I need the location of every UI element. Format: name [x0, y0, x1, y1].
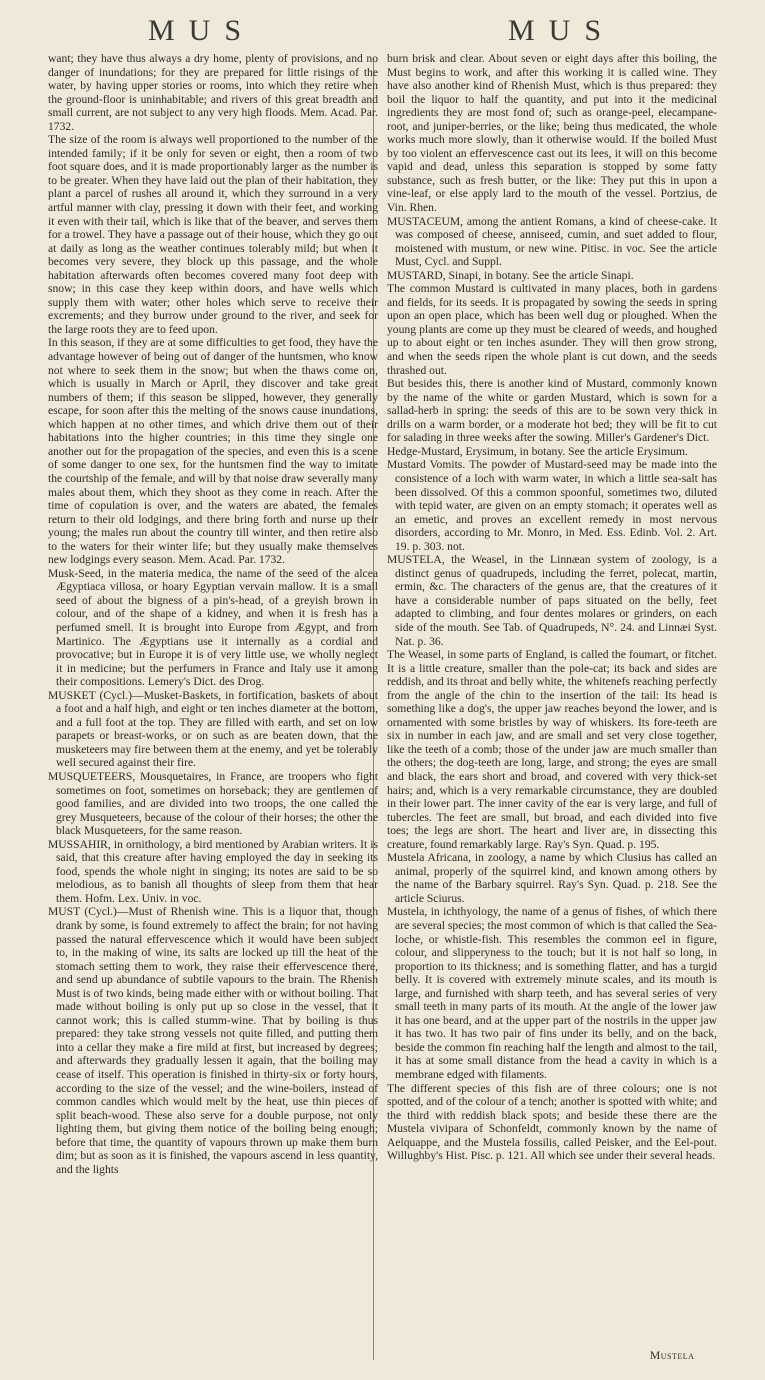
paragraph: But besides this, there is another kind of Mustard, commonly known by the name of the white or garden Mustard, which is sown for a sallad-herb in spring: the seeds of this are to be sown very thick in drills on a warm border, or a moderate hot bed; they will be fit to cut for salading in three weeks after the sowing. Miller's Gardener's Dict. — [387, 377, 717, 445]
left-column — [48, 52, 378, 1176]
entry-mustaceum: MUSTACEUM, among the antient Romans, a kind of cheese-cake. It was composed of cheese, anniseed, cumin, and suet added to flour, moistened with mustum, or new wine. Pitisc. in voc. See the article Must, Cycl. and Suppl. — [387, 214, 717, 269]
entry-must: MUST (Cycl.)—Must of Rhenish wine. This is a liquor that, though drank by some, is found extremely to affect the brain; for not having passed the natural effervescence which it would have been subject to, in the making of wine, its salts are locked up till the heat of the stomach setting them to work, they raise their effervescence there, and send up abundance of subtile vapours to the brain. The Rhenish Must is of two kinds, being made either with or without boiling. That made without boiling is only put up so close in the vessel, that it cannot work; this is called stumm-wine. That by boiling is thus prepared: they take strong vessels not quite filled, and putting them into a cellar they make a fire mild at first, but increased by degrees; and afterwards they gradually lessen it again, that the boiling may cease of itself. This operation is finished in thirty-six or forty hours, according to the size of the vessel; and the wine-boilers, instead of common candles which would melt by the heat, use thin pieces of split beach-wood. These also serve for a double purpose, not only lighting them, but giving them notice of the boiling being enough; before that time, the quantity of vapours thrown up make them burn dim; but as soon as it is finished, the vapours ascend in less quantity, and the lights — [48, 905, 378, 1176]
paragraph: The different species of this fish are of three colours; one is not spotted, and of the colour of a tench; another is spotted with white; and the third with reddish black spots; and beside these there are the Mustela vivipara of Schonfeldt, commonly known by the name of Aelquappe, and the Mustela fossilis, called Peisker, and the Eel-pout. Willughby's Hist. Pisc. p. 121. All which see under their several heads. — [387, 1081, 717, 1163]
entry-musk-seed: Musk-Seed, in the materia medica, the name of the seed of the alcea Ægyptiaca villosa, or hoary Egyptian vervain mallow. It is a small seed of about the bigness of a pin's-head, of a greyish brown in colour, and of the shape of a kidney, and when it is fresh has a perfumed smell. It is brought into Europe from Ægypt, and from Martinico. The Ægyptians use it internally as a cordial and provocative; but in Europe it is of very little use, we wholly neglect it in medicine; but the perfumers in France and Italy use it among their compositions. Lemery's Dict. des Drog. — [48, 566, 378, 689]
running-head — [0, 14, 765, 50]
right-column — [387, 52, 717, 1163]
entry-mustela-weasel: MUSTELA, the Weasel, in the Linnæan system of zoology, is a distinct genus of quadrupeds, including the ferret, polecat, martin, ermin, &c. The characters of the genus are, that the creatures of it have a considerable number of paps situated on the belly, feet adapted to climbing, and four dentes molares or grinders, on each side of the mouth. See Tab. of Quadrupeds, N°. 24. and Linnæi Syst. Nat. p. 36. — [387, 553, 717, 648]
entry-mustela-africana: Mustela Africana, in zoology, a name by which Clusius has called an animal, properly of the squirrel kind, and known among others by the name of the Barbary squirrel. Ray's Syn. Quad. p. 218. See the article Sciurus. — [387, 851, 717, 905]
entry-hedge-mustard: Hedge-Mustard, Erysimum, in botany. See the article Erysimum. — [387, 444, 688, 458]
entry-musqueteers: MUSQUETEERS, Mousquetaires, in France, are troopers who fight sometimes on foot, sometimes on horseback; they are gentlemen of good families, and are divided into two troops, the one called the grey Musqueteers, because of the colour of their horses; the other the black Musqueteers, for the same reason. — [48, 769, 378, 838]
entry-mustard-vomits: Mustard Vomits. The powder of Mustard-seed may be made into the consistence of a loch with warm water, in which a little sea-salt has been dissolved. Of this a common spoonful, sometimes two, diluted with tepid water, are given on an empty stomach; it operates well as an emetic, and proves an excellent remedy in most nervous disorders, according to Mr. Monro, in Med. Ess. Edinb. Vol. 2. Art. 19. p. 303. not. — [387, 458, 717, 553]
catchword: Mustela — [650, 1350, 695, 1362]
paragraph: The size of the room is always well proportioned to the number of the intended family; if it be only for seven or eight, then a room of two foot square does, and it is made proportionably larger as the number is to be greater. When they have laid out the plan of their habitation, they plant a parcel of rushes all around it, which they surround in a very artful manner with clay, pressing it down with their feet, and working it even with their tail, which is like that of the beaver, and serves them for a trowel. They have a passage out of their house, which they go out at daily as long as the weather continues tolerably mild; but when it becomes very severe, they block up this passage, and the whole habitation afterwards often becomes covered many foot deep with snow; in this case they keep within doors, and have wells which supply them with water; other holes which serve to receive their excrements; and they burrow under ground to the river, and seek for the large roots they are to feed upon. — [48, 133, 378, 336]
paragraph: The common Mustard is cultivated in many places, both in gardens and fields, for its seeds. It is propagated by sowing the seeds in spring upon an open place, which has been well dug or ploughed. When the young plants are come up they must be cleared of weeds, and houghed up to about eight or ten inches asunder. They will then grow strong, and when the seeds ripen the whole plant is cut down, and the seeds thrashed out. — [387, 282, 717, 377]
header-right: MUS — [508, 14, 616, 47]
entry-musket: MUSKET (Cycl.)—Musket-Baskets, in fortification, baskets of about a foot and a half high, and eight or ten inches diameter at the bottom, and a full foot at the top. They are filled with earth, and set on low parapets or breast-works, or on such as are beaten down, that the musketeers may fire between them at the enemy, and yet be tolerably well secured against their fire. — [48, 688, 378, 770]
paragraph: In this season, if they are at some difficulties to get food, they have the advantage however of being out of danger of the huntsmen, who know not where to seek them in the snow; but when the thaws come on, which is usually in March or April, they discover and take great numbers of them; if this season be slipped, however, they generally escape, for soon after this the melting of the snows cause inundations, which happen at no other times, and which drive them out of their habitations into the higher countries; in this time they single one another out for the propagation of the species, and even this is a scene of some danger to one sex, for the huntsmen find the way to imitate the courtship of the female, and will by that noise draw severally many males about them, which they shoot as they come in reach. After the time of copulation is over, and the waters are abated, the females return to their old lodgings, and there bring forth and nurse up their young; the males run about the country till winter, and then retire also to the waters for their winter life; but they usually make themselves new lodgings every season. Mem. Acad. Par. 1732. — [48, 336, 378, 567]
paragraph: want; they have thus always a dry home, plenty of provisions, and no danger of inundations; for they are prepared for little risings of the water, by having upper stories or rooms, into which they retire when the ground-floor is uninhabitable; and rivers of this great breadth and small current, are not subject to any very high floods. Mem. Acad. Par. 1732. — [48, 52, 378, 133]
paragraph: The Weasel, in some parts of England, is called the foumart, or fitchet. It is a little creature, smaller than the pole-cat; its back and sides are reddish, and its throat and belly white, the whitenefs reaching perfectly from the angle of the chin to the insertion of the tail: Its head is something like a dog's, the upper jaw reaches beyond the lower, and is ornamented with some bristles by way of whiskers. Its fore-teeth are six in number in each jaw, and are small and set very close together, like the teeth of a comb; those of the under jaw are much smaller than the others; the dog-teeth are long, large, and strong; the eyes are small and black, the ears short and broad, and covered with very thick-set hairs; and, which is a very remarkable circumstance, they are doubled in their lower part. The inner cavity of the ear is very large, and full of tubercles. The feet are small, but broad, and each divided into five toes; the legs are short. The heart and liver are, in dissecting this creature, found remarkably large. Ray's Syn. Quad. p. 195. — [387, 648, 717, 851]
entry-mustard: MUSTARD, Sinapi, in botany. See the article Sinapi. — [387, 268, 634, 282]
entry-mussahir: MUSSAHIR, in ornithology, a bird mentioned by Arabian writers. It is said, that this creature after having employed the day in seeking its food, spends the whole night in singing; its notes are said to be so melodious, as to banish all thoughts of sleep from them that hear them. Hofm. Lex. Univ. in voc. — [48, 837, 378, 905]
paragraph: burn brisk and clear. About seven or eight days after this boiling, the Must begins to work, and after this working it is called wine. They have also another kind of Rhenish Must, which is thus prepared: they boil the liquor to half the quantity, and put into it the medicinal ingredients they are most fond of; such as orange-peel, elecampane-root, and juniper-berries, or the like; being thus medicated, the whole works much more slowly, than it otherwise would. If the boiled Must by too violent an effervescence cast out its lees, it will on this become vapid and dead, unless this separation is stopped by some fatty substance, such as fresh butter, or the like: They put this in upon a vine-leaf, or else apply lard to the mouth of the vessel. Portzius, de Vin. Rhen. — [387, 52, 717, 215]
entry-mustela-ichthyology: Mustela, in ichthyology, the name of a genus of fishes, of which there are several species; the most common of which is that called the Sea-loche, or whistle-fish. This resembles the common eel in figure, colour, and slipperyness to the touch; but it is not half so long, in proportion to its thickness; and is something flatter, and has a turgid belly. It is covered with extremely minute scales, and its mouth is large, and furnished with sharp teeth, and has several series of very small teeth in many parts of its mouth. At the angle of the lower jaw it has one beard, and at the upper part of the nostrils in the upper jaw it has two. It has two pair of fins under its belly, and on the back, beside the common fin reaching half the length and almost to the tail, it has at some small distance from the head a cavity in which is a membrane edged with filaments. — [387, 905, 717, 1082]
header-left: MUS — [148, 14, 256, 47]
